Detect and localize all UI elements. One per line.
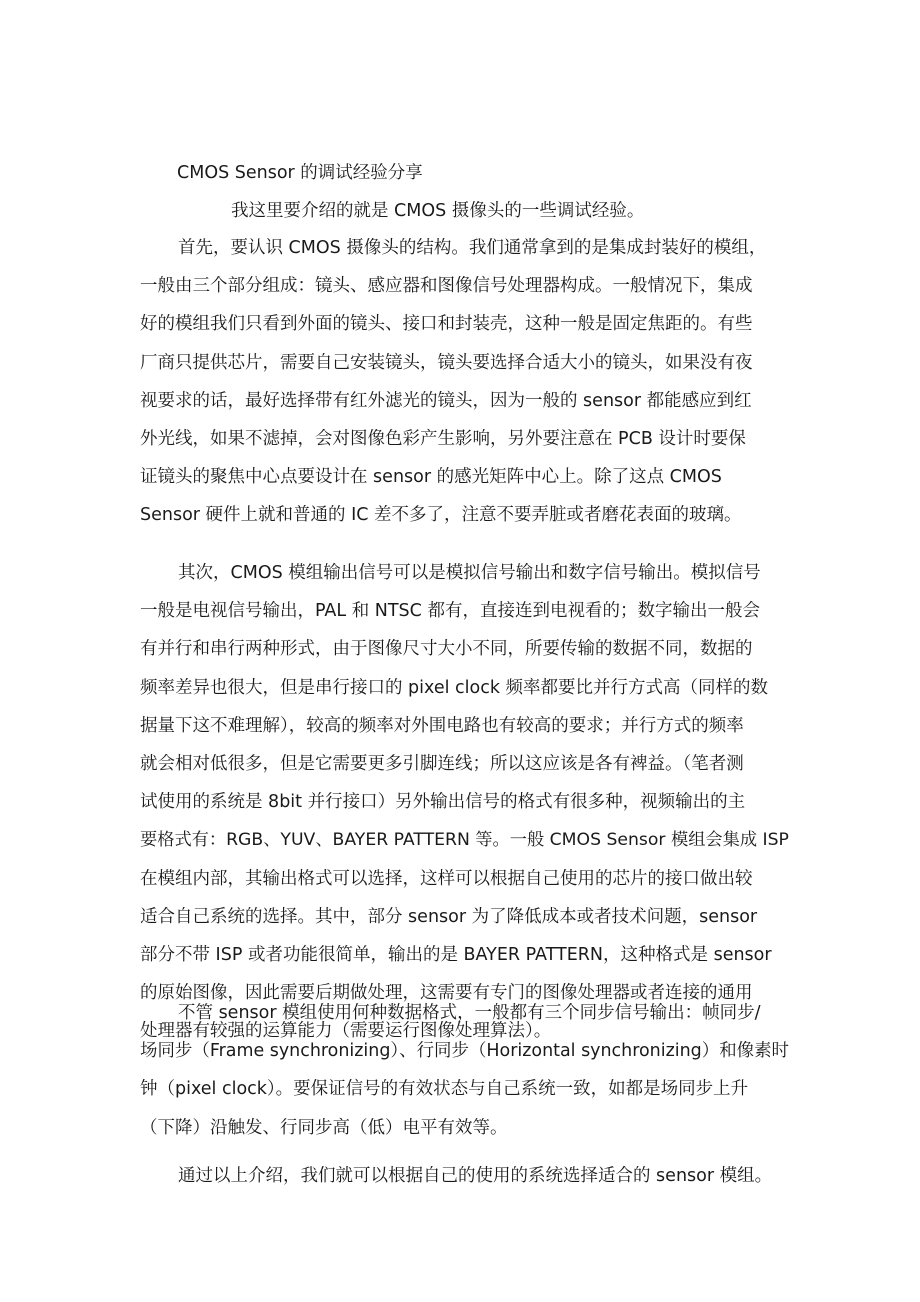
paragraph-line: 外光线，如果不滤掉，会对图像色彩产生影响，另外要注意在 PCB 设计时要保 <box>140 428 746 449</box>
paragraph-1 <box>140 229 790 535</box>
paragraph-line: 有并行和串行两种形式，由于图像尺寸大小不同，所要传输的数据不同，数据的 <box>140 639 753 660</box>
paragraph-4 <box>140 1157 790 1195</box>
paragraph-line: 在模组内部，其输出格式可以选择，这样可以根据自己使用的芯片的接口做出较 <box>140 868 753 889</box>
paragraph-line: 部分不带 ISP 或者功能很简单，输出的是 BAYER PATTERN，这种格式是 sensor <box>140 944 772 965</box>
paragraph-line: 一般是电视信号输出，PAL 和 NTSC 都有，直接连到电视看的；数字输出一般会 <box>140 601 760 622</box>
paragraph-line: 好的模组我们只看到外面的镜头、接口和封装壳，这种一般是固定焦距的。有些 <box>140 314 753 335</box>
paragraph-line: 的原始图像，因此需要后期做处理，这需要有专门的图像处理器或者连接的通用 <box>140 983 753 1004</box>
paragraph-line: 钟（pixel clock）。要保证信号的有效状态与自己系统一致，如都是场同步上升 <box>140 1079 749 1100</box>
paragraph-2 <box>140 554 790 1050</box>
paragraph-line: 场同步（Frame synchronizing）、行同步（Horizontal synchronizing）和像素时 <box>140 1041 790 1062</box>
paragraph-line: 一般由三个部分组成：镜头、感应器和图像信号处理器构成。一般情况下，集成 <box>140 276 753 297</box>
paragraph-line: 频率差异也很大，但是串行接口的 pixel clock 频率都要比并行方式高（同样的数 <box>140 677 769 698</box>
paragraph-line: （下降）沿触发、行同步高（低）电平有效等。 <box>140 1117 508 1138</box>
document-title: CMOS Sensor 的调试经验分享 <box>177 163 423 183</box>
paragraph-line: 不管 sensor 模组使用何种数据格式，一般都有三个同步信号输出：帧同步/ <box>178 1003 761 1023</box>
paragraph-line: 要格式有：RGB、YUV、BAYER PATTERN 等。一般 CMOS Sensor 模组会集成 ISP <box>140 830 789 851</box>
paragraph-line: 适合自己系统的选择。其中，部分 sensor 为了降低成本或者技术问题，sensor <box>140 906 758 927</box>
paragraph-line: 通过以上介绍，我们就可以根据自己的使用的系统选择适合的 sensor 模组。 <box>178 1166 773 1186</box>
paragraph-line: 就会相对低很多，但是它需要更多引脚连线；所以这应该是各有裨益。（笔者测 <box>140 753 744 774</box>
paragraph-3 <box>140 994 790 1147</box>
intro-line: 我这里要介绍的就是 CMOS 摄像头的一些调试经验。 <box>231 201 645 221</box>
paragraph-line: 证镜头的聚焦中心点要设计在 sensor 的感光矩阵中心上。除了这点 CMOS <box>140 467 722 488</box>
paragraph-line: 处理器有较强的运算能力（需要运行图像处理算法）。 <box>140 1021 552 1042</box>
paragraph-line: Sensor 硬件上就和普通的 IC 差不多了，注意不要弄脏或者磨花表面的玻璃。 <box>140 505 742 526</box>
paragraph-line: 试使用的系统是 8bit 并行接口）另外输出信号的格式有很多种，视频输出的主 <box>140 792 746 813</box>
paragraph-line: 厂商只提供芯片，需要自己安装镜头，镜头要选择合适大小的镜头，如果没有夜 <box>140 352 753 373</box>
paragraph-line: 首先，要认识 CMOS 摄像头的结构。我们通常拿到的是集成封装好的模组， <box>178 238 767 258</box>
paragraph-line: 据量下这不难理解），较高的频率对外围电路也有较高的要求；并行方式的频率 <box>140 715 744 736</box>
paragraph-line: 视要求的话，最好选择带有红外滤光的镜头，因为一般的 sensor 都能感应到红 <box>140 390 752 411</box>
paragraph-line: 其次，CMOS 模组输出信号可以是模拟信号输出和数字信号输出。模拟信号 <box>178 563 761 583</box>
